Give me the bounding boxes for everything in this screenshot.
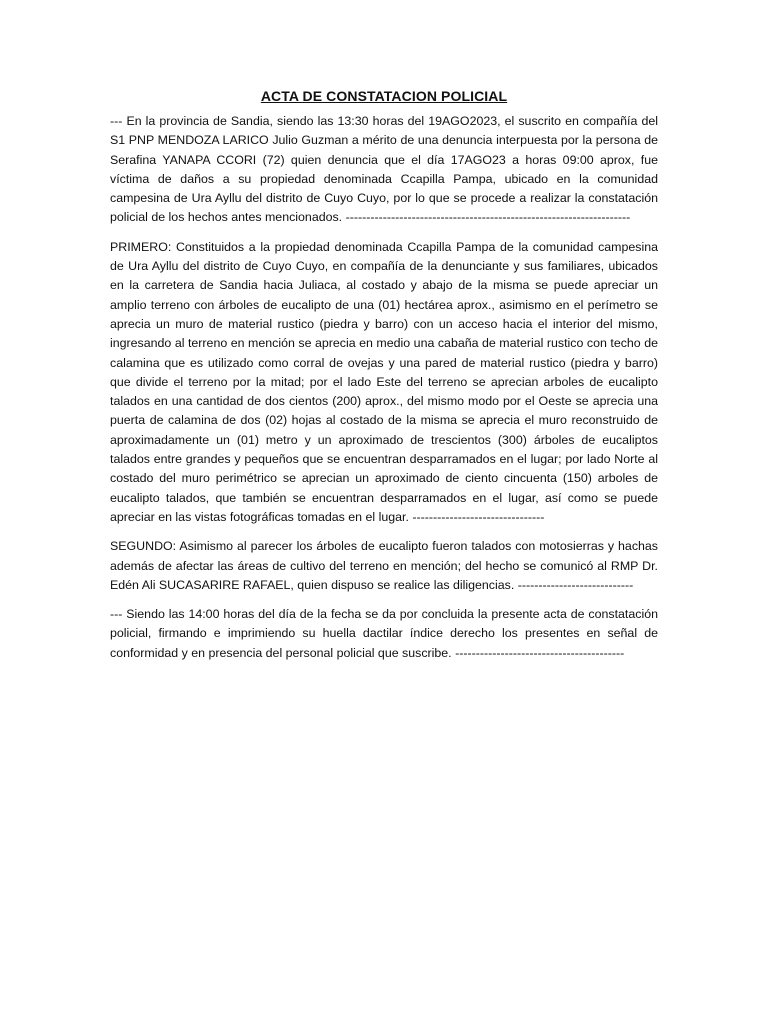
paragraph-segundo: SEGUNDO: Asimismo al parecer los árboles de eucalipto fueron talados con motosierras y hachas además de afectar las áreas de cultivo del terreno en mención; del hecho se comunicó al RMP Dr. Edén Ali SUCASARIRE RAFAEL, quien dispuso se realice las diligencias. ---------------------------- [110,539,658,592]
paragraph-closing: --- Siendo las 14:00 horas del día de la fecha se da por concluida la presente acta de constatación policial, firmando e imprimiendo su huella dactilar índice derecho los presentes en señal de conformidad y en presencia del personal policial que suscribe. ----------------------------------------- [110,607,658,660]
paragraph-primero: PRIMERO: Constituidos a la propiedad denominada Ccapilla Pampa de la comunidad campesina de Ura Ayllu del distrito de Cuyo Cuyo, en compañía de la denunciante y sus familiares, ubicados en la carretera de Sandia hacia Juliaca, al costado y abajo de la misma se puede apreciar un amplio terreno con árboles de eucalipto de una (01) hectárea aprox., asimismo en el perímetro se aprecia un muro de material rustico (piedra y barro) con un acceso hacia el interior del mismo, ingresando al terreno en mención se aprecia en medio una cabaña de material rustico con techo de calamina que es utilizado como corral de ovejas y una pared de material rustico (piedra y barro) que divide el terreno por la mitad; por el lado Este del terreno se aprecian arboles de eucalipto talados en una cantidad de dos cientos (200) aprox., del mismo modo por el Oeste se aprecia una puerta de calamina de dos (02) hojas al costado de la misma se aprecia el muro reconstruido de aproximadamente un (01) metro y un aproximado de trescientos (300) árboles de eucaliptos talados entre grandes y pequeños que se encuentran desparramados en el lugar; por lado Norte al costado del muro perimétrico se aprecian un aproximado de ciento cincuenta (150) arboles de eucalipto talados, que también se encuentran desparramados en el lugar, así como se puede apreciar en las vistas fotográficas tomadas en el lugar. -------------------------------- [110,239,658,524]
paragraph-intro: --- En la provincia de Sandia, siendo las 13:30 horas del 19AGO2023, el suscrito en compañía del S1 PNP MENDOZA LARICO Julio Guzman a mérito de una denuncia interpuesta por la persona de Serafina YANAPA CCORI (72) quien denuncia que el día 17AGO23 a horas 09:00 aprox, fue víctima de daños a su propiedad denominada Ccapilla Pampa, ubicado en la comunidad campesina de Ura Ayllu del distrito de Cuyo Cuyo, por lo que se procede a realizar la constatación policial de los hechos antes mencionados. --------------------------------------------------------------------- [110,114,658,225]
document-title: ACTA DE CONSTATACION POLICIAL [260,88,508,104]
document-page [110,86,658,663]
